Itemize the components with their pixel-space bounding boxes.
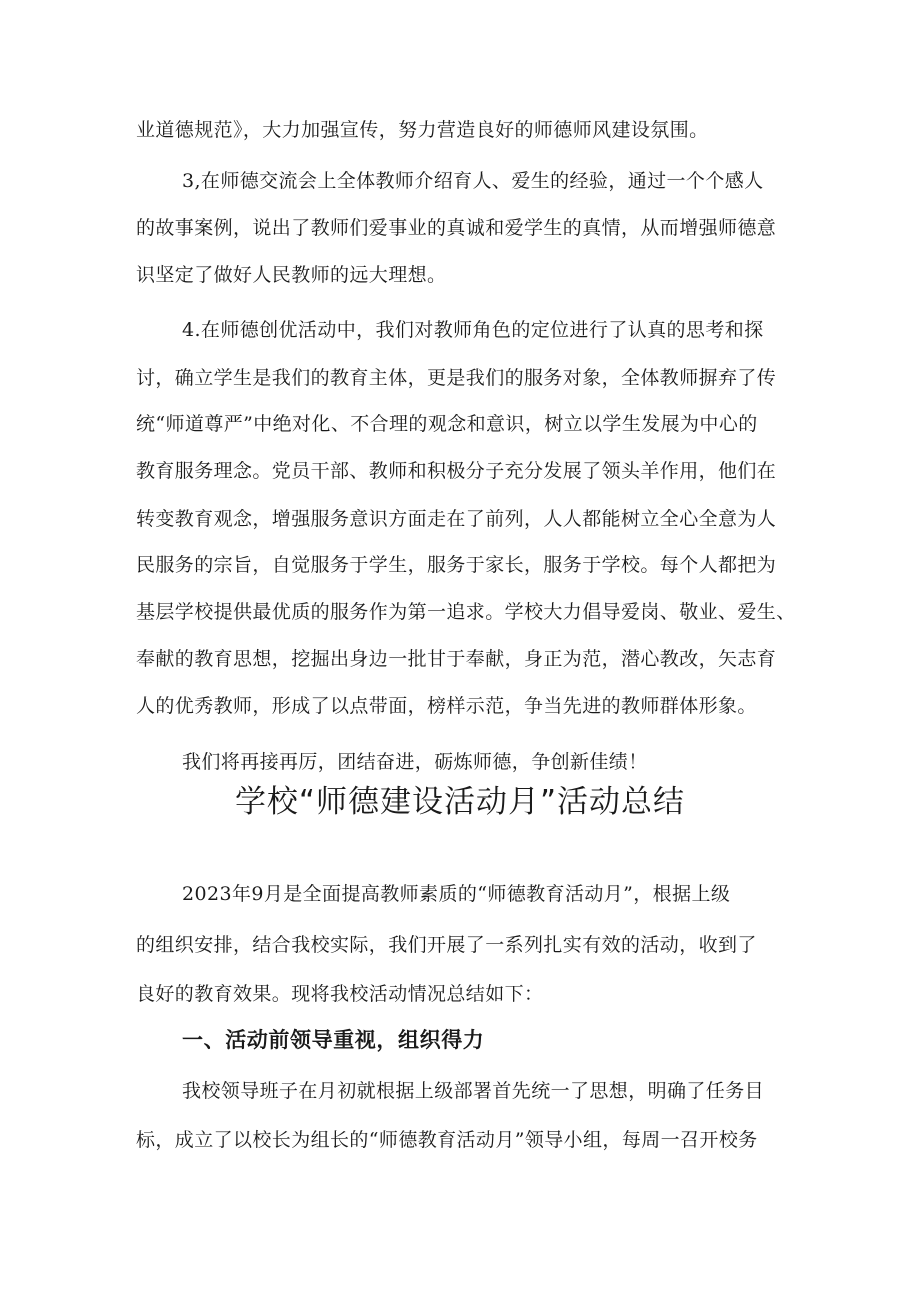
paragraph-line: 教育服务理念。党员干部、教师和积极分子充分发展了领头羊作用，他们在 — [136, 460, 777, 482]
closing-line: 我们将再接再厉，团结奋进，砺炼师德，争创新佳绩！ — [182, 751, 648, 773]
paragraph-line: 良好的教育效果。现将我校活动情况总结如下： — [136, 983, 544, 1005]
paragraph-line: 业道德规范》，大力加强宣传，努力营造良好的师德师风建设氛围。 — [136, 119, 709, 141]
paragraph-line: 识坚定了做好人民教师的远大理想。 — [136, 264, 447, 286]
paragraph-line: 的故事案例，说出了教师们爱事业的真诚和爱学生的真情，从而增强师德意 — [136, 217, 777, 239]
paragraph-line: 讨，确立学生是我们的教育主体，更是我们的服务对象，全体教师摒弃了传 — [136, 367, 777, 389]
paragraph-line: 转变教育观念，增强服务意识方面走在了前列，人人都能树立全心全意为人 — [136, 508, 777, 530]
paragraph-line: 的组织安排，结合我校实际，我们开展了一系列扎实有效的活动，收到了 — [136, 934, 757, 956]
paragraph-line: 我校领导班子在月初就根据上级部署首先统一了思想，明确了任务目 — [182, 1080, 765, 1102]
paragraph-line: 4.在师德创优活动中，我们对教师角色的定位进行了认真的思考和探 — [182, 319, 764, 341]
paragraph-line: 基层学校提供最优质的服务作为第一追求。学校大力倡导爱岗、敬业、爱生、 — [136, 601, 796, 623]
paragraph-line: 2023年9月是全面提高教师素质的“师德教育活动月”，根据上级 — [182, 883, 731, 905]
paragraph-line: 统“师道尊严”中绝对化、不合理的观念和意识，树立以学生发展为中心的 — [136, 413, 758, 435]
paragraph-line: 奉献的教育思想，挖掘出身边一批甘于奉献，身正为范，潜心教改，矢志育 — [136, 648, 777, 670]
document-title: 学校“师德建设活动月”活动总结 — [234, 784, 686, 820]
paragraph-line: 人的优秀教师，形成了以点带面，榜样示范，争当先进的教师群体形象。 — [136, 695, 757, 717]
section-heading: 一、活动前领导重视，组织得力 — [182, 1028, 485, 1052]
paragraph-line: 标，成立了以校长为组长的“师德教育活动月”领导小组，每周一召开校务 — [136, 1129, 758, 1151]
paragraph-line: 3,在师德交流会上全体教师介绍育人、爱生的经验，通过一个个感人 — [182, 170, 764, 192]
paragraph-line: 民服务的宗旨，自觉服务于学生，服务于家长，服务于学校。每个人都把为 — [136, 554, 777, 576]
